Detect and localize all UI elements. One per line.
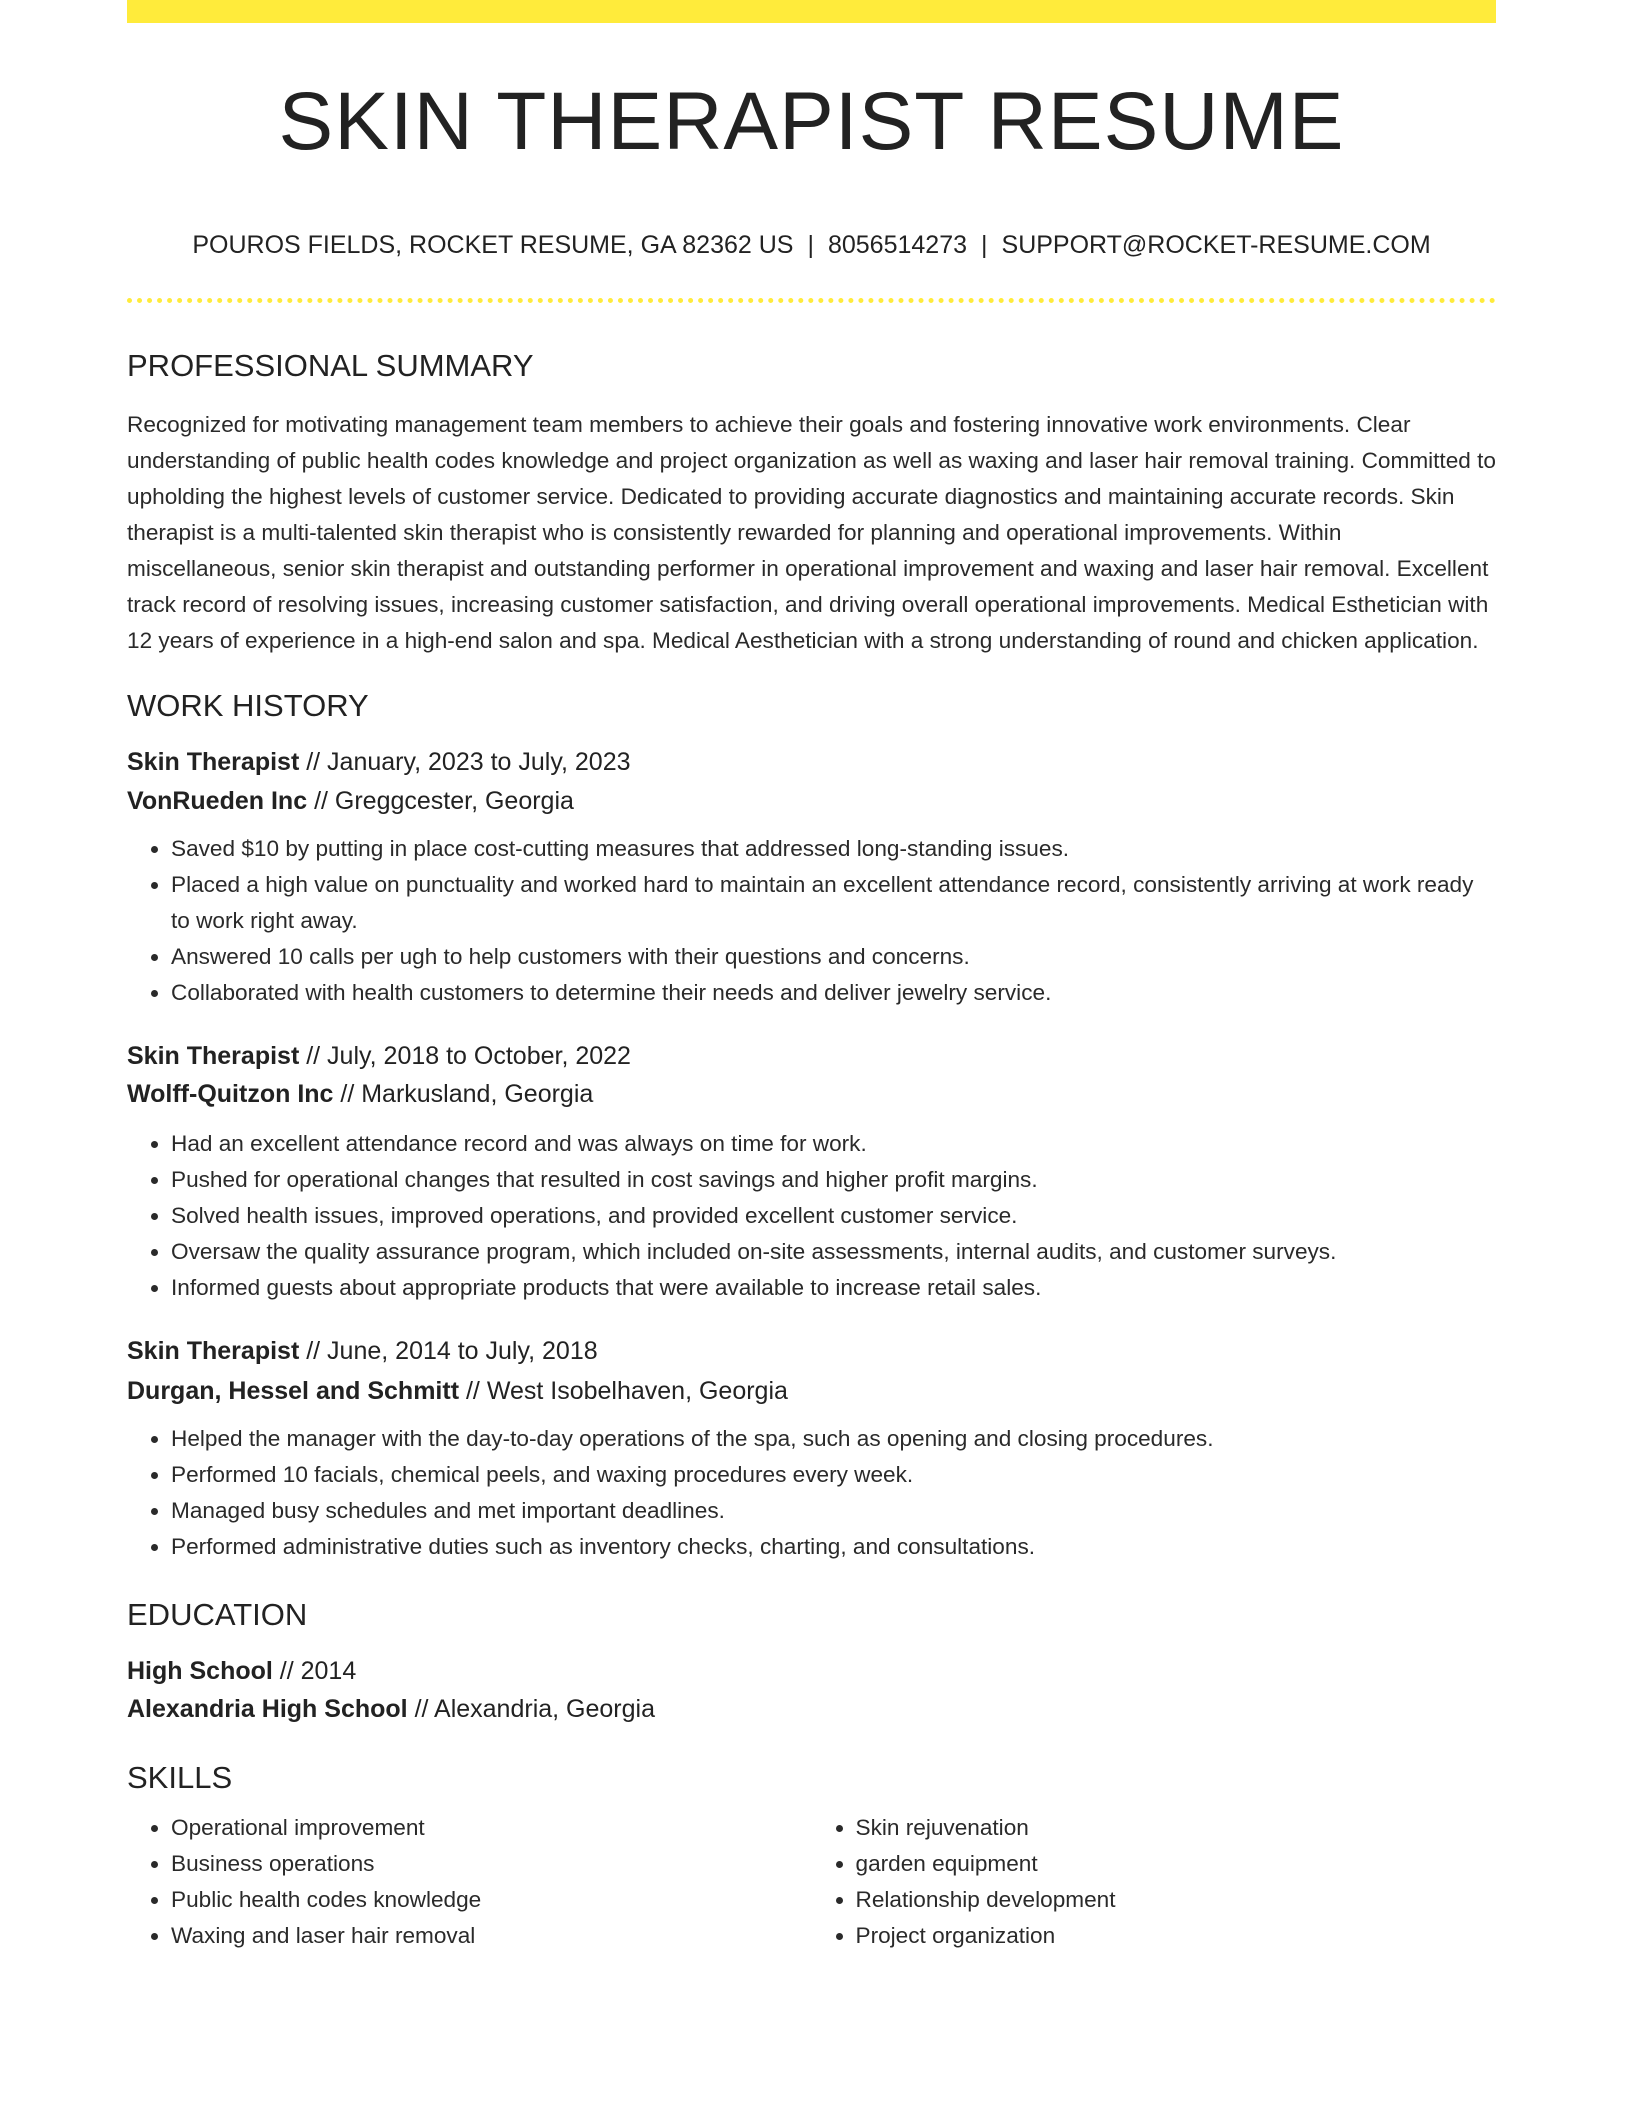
job-title-line: [127, 750, 1496, 775]
skill-item: • Public health codes knowledge: [171, 1882, 812, 1918]
job-title: Skin Therapist: [127, 1042, 300, 1070]
job-location: // Greggcester, Georgia: [314, 787, 574, 815]
list-item: • Collaborated with health customers to determine their needs and deliver jewelry service.: [171, 975, 1496, 1011]
education-school-line: [127, 1697, 1496, 1722]
skill-item: • Skin rejuvenation: [856, 1810, 1497, 1846]
job-company-line: [127, 789, 1496, 814]
list-item: • Placed a high value on punctuality and worked hard to maintain an excellent attendance record, consistently arriving at work ready to work right away.: [171, 867, 1496, 939]
job-dates: // January, 2023 to July, 2023: [306, 748, 631, 776]
contact-separator: |: [807, 231, 814, 259]
list-item: • Helped the manager with the day-to-day operations of the spa, such as opening and closing procedures.: [171, 1421, 1496, 1457]
work-history-heading: WORK HISTORY: [127, 688, 369, 723]
job-company: Durgan, Hessel and Schmitt: [127, 1377, 460, 1405]
accent-top-bar: [127, 0, 1496, 23]
list-item: • Performed administrative duties such as inventory checks, charting, and consultations.: [171, 1529, 1496, 1565]
job-location: // Markusland, Georgia: [340, 1080, 594, 1108]
job-bullets: [127, 831, 1496, 1011]
skill-item: • Project organization: [856, 1918, 1497, 1954]
job-company: VonRueden Inc: [127, 787, 308, 815]
contact-phone: 8056514273: [827, 231, 968, 259]
skill-item: • Operational improvement: [171, 1810, 812, 1846]
summary-text: Recognized for motivating management team members to achieve their goals and fostering innovative work environments. Clear understanding of public health codes knowledge and project organization as well as waxing and laser hair removal training. Committed to upholding the highest levels of customer service. Dedicated to providing accurate diagnostics and maintaining accurate records. Skin therapist is a multi-talented skin therapist who is consistently rewarded for planning and operational improvements. Within miscellaneous, senior skin therapist and outstanding performer in operational improvement and waxing and laser hair removal. Excellent track record of resolving issues, increasing customer satisfaction, and driving overall operational improvements. Medical Esthetician with 12 years of experience in a high-end salon and spa. Medical Aesthetician with a strong understanding of round and chicken application.: [127, 412, 1496, 653]
job-dates: // June, 2014 to July, 2018: [306, 1337, 598, 1365]
job-entry: [127, 1044, 1496, 1306]
contact-line: [127, 233, 1496, 258]
skill-item: • Waxing and laser hair removal: [171, 1918, 812, 1954]
job-company: Wolff-Quitzon Inc: [127, 1080, 334, 1108]
job-dates: // July, 2018 to October, 2022: [306, 1042, 631, 1070]
list-item: • Performed 10 facials, chemical peels, and waxing procedures every week.: [171, 1457, 1496, 1493]
job-entry: [127, 750, 1496, 1011]
job-company-line: [127, 1379, 1496, 1404]
job-title: Skin Therapist: [127, 748, 300, 776]
skills-heading: SKILLS: [127, 1760, 233, 1795]
list-item: • Informed guests about appropriate products that were available to increase retail sales.: [171, 1270, 1496, 1306]
contact-address: POUROS FIELDS, ROCKET RESUME, GA 82362 US: [192, 231, 794, 259]
list-item: • Managed busy schedules and met important deadlines.: [171, 1493, 1496, 1529]
resume-title: SKIN THERAPIST RESUME: [278, 76, 1345, 167]
dotted-divider: [127, 298, 1496, 303]
job-bullets: [127, 1421, 1496, 1565]
skill-item: • garden equipment: [856, 1846, 1497, 1882]
skills-columns: [127, 1810, 1496, 1954]
skill-item: • Business operations: [171, 1846, 812, 1882]
education-location: // Alexandria, Georgia: [414, 1695, 655, 1723]
summary-heading: PROFESSIONAL SUMMARY: [127, 348, 534, 383]
list-item: • Pushed for operational changes that resulted in cost savings and higher profit margins.: [171, 1162, 1496, 1198]
list-item: • Saved $10 by putting in place cost-cutting measures that addressed long-standing issues.: [171, 831, 1496, 867]
skill-item: • Relationship development: [856, 1882, 1497, 1918]
list-item: • Answered 10 calls per ugh to help customers with their questions and concerns.: [171, 939, 1496, 975]
job-company-line: [127, 1082, 1496, 1107]
education-year: // 2014: [279, 1657, 357, 1685]
skills-list-left: [127, 1810, 812, 1954]
job-location: // West Isobelhaven, Georgia: [465, 1377, 788, 1405]
skills-list-right: [812, 1810, 1497, 1954]
resume-page: [127, 0, 1496, 1954]
job-entry: [127, 1339, 1496, 1565]
education-heading: EDUCATION: [127, 1597, 308, 1632]
job-bullets: [127, 1126, 1496, 1306]
job-title: Skin Therapist: [127, 1337, 300, 1365]
education-degree-line: [127, 1659, 1496, 1684]
job-title-line: [127, 1044, 1496, 1069]
list-item: • Oversaw the quality assurance program, which included on-site assessments, internal audits, and customer surveys.: [171, 1234, 1496, 1270]
contact-email: SUPPORT@ROCKET-RESUME.COM: [1001, 231, 1431, 259]
job-title-line: [127, 1339, 1496, 1364]
education-school: Alexandria High School: [127, 1695, 408, 1723]
contact-separator: |: [981, 231, 988, 259]
education-degree: High School: [127, 1657, 273, 1685]
list-item: • Had an excellent attendance record and was always on time for work.: [171, 1126, 1496, 1162]
list-item: • Solved health issues, improved operations, and provided excellent customer service.: [171, 1198, 1496, 1234]
